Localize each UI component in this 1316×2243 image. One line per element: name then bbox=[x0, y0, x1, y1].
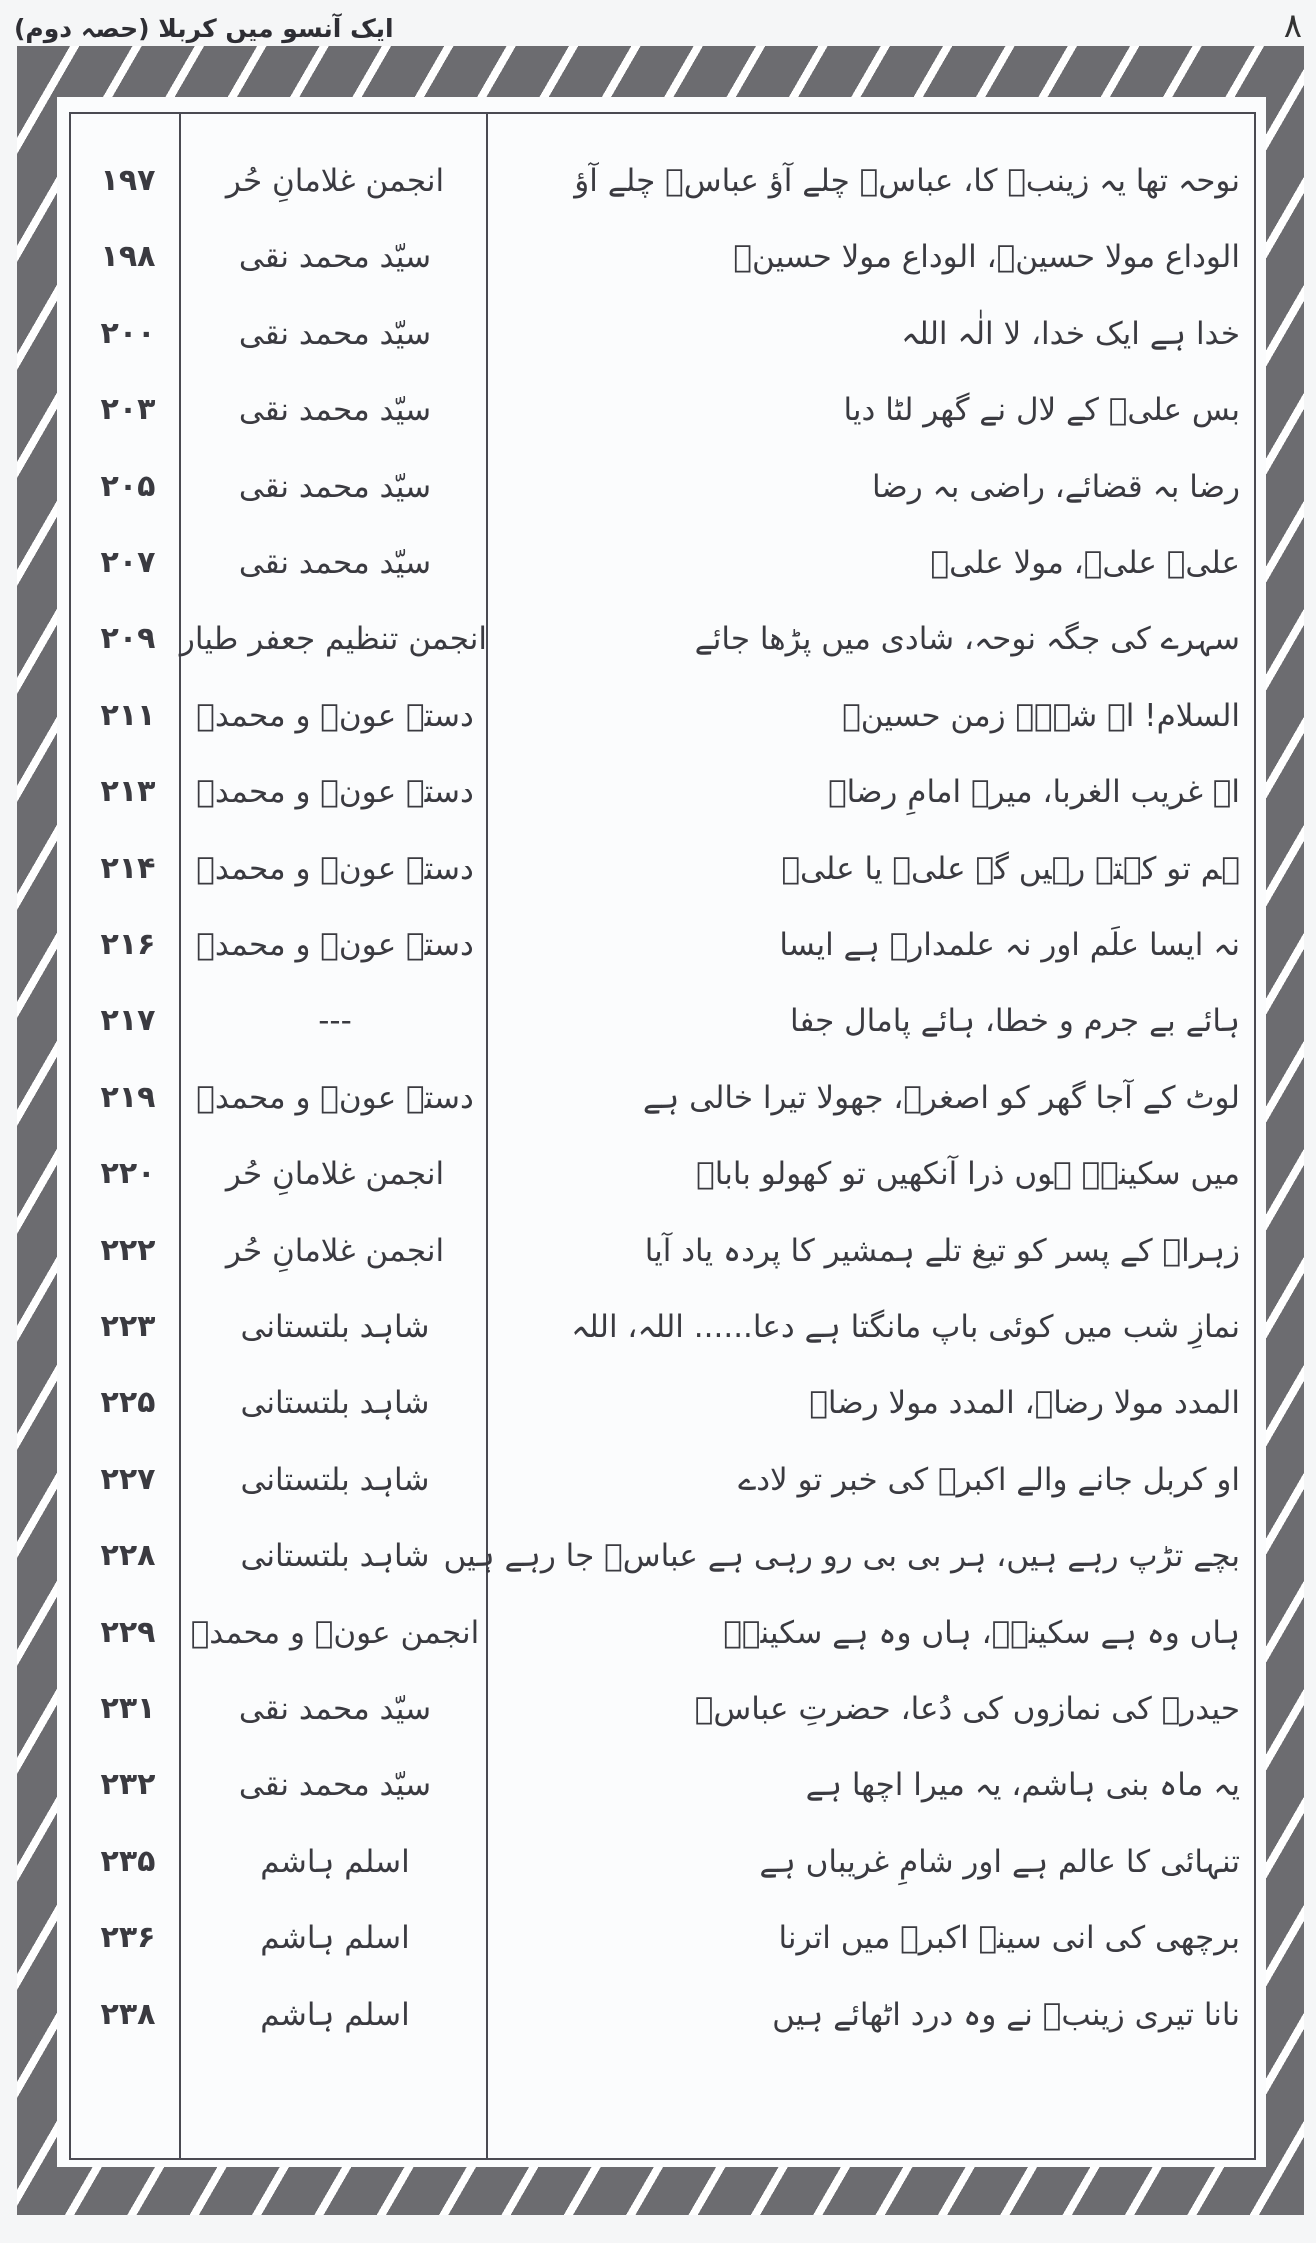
author-cell: شاہد بلتستانی bbox=[240, 1538, 430, 1575]
table-row bbox=[71, 372, 1254, 448]
page-number: ٨ bbox=[1283, 6, 1302, 46]
page-number-cell: ۲۲۰ bbox=[100, 1156, 156, 1192]
author-cell: سیّد محمد نقی bbox=[238, 392, 432, 429]
title-cell: نمازِ شب میں کوئی باپ مانگتا ہے دعا...... اللہ، اللہ bbox=[571, 1309, 1240, 1345]
table-row bbox=[71, 1213, 1254, 1289]
author-cell: سیّد محمد نقی bbox=[238, 545, 432, 581]
page-number-cell: ۲۲۵ bbox=[100, 1385, 156, 1421]
title-cell: علیؑ علیؑ، مولا علیؑ bbox=[930, 545, 1240, 581]
table-row bbox=[71, 983, 1254, 1059]
table-row bbox=[71, 1136, 1254, 1212]
author-cell: اسلم ہاشم bbox=[260, 1843, 410, 1880]
title-cell: السلام! اے شہہؑ زمن حسینؑ bbox=[842, 697, 1240, 734]
page-number-cell: ۲۱۱ bbox=[100, 697, 156, 733]
table-row bbox=[71, 449, 1254, 525]
table-row bbox=[71, 1595, 1254, 1671]
table-row bbox=[71, 1671, 1254, 1747]
title-cell: نہ ایسا علَم اور نہ علمدارؑ ہے ایسا bbox=[779, 927, 1240, 963]
page-number-cell: ۲۰۵ bbox=[100, 468, 156, 504]
author-cell: انجمن عونؑ و محمدؑ bbox=[190, 1614, 480, 1651]
author-cell: شاہد بلتستانی bbox=[240, 1309, 430, 1345]
page-number-cell: ۲۲۳ bbox=[100, 1309, 156, 1344]
author-cell: اسلم ہاشم bbox=[260, 1920, 410, 1957]
author-cell: شاہد بلتستانی bbox=[240, 1385, 430, 1422]
author-cell: سیّد محمد نقی bbox=[238, 468, 432, 505]
author-cell: دستۂ عونؑ و محمدؑ bbox=[196, 697, 474, 734]
book-title: ایک آنسو میں کربلا (حصہ دوم) bbox=[14, 14, 394, 43]
table-row bbox=[71, 678, 1254, 754]
author-cell: سیّد محمد نقی bbox=[238, 315, 432, 352]
table-row bbox=[71, 1442, 1254, 1518]
page-number-cell: ۲۰۰ bbox=[100, 315, 156, 351]
table-row bbox=[71, 1365, 1254, 1441]
author-cell: اسلم ہاشم bbox=[260, 1996, 410, 2033]
title-cell: لوٹ کے آجا گھر کو اصغرؑ، جھولا تیرا خالی ہے bbox=[642, 1079, 1240, 1116]
table-row bbox=[71, 1900, 1254, 1976]
title-cell: خدا ہے ایک خدا، لا الٰہ اللہ bbox=[901, 315, 1240, 352]
table-row bbox=[71, 754, 1254, 830]
author-cell: دستہ عونؑ و محمدؑ bbox=[196, 774, 474, 811]
author-cell: انجمن غلامانِ حُر bbox=[225, 1156, 445, 1193]
author-cell: سیّد محمد نقی bbox=[238, 1691, 432, 1727]
table-row bbox=[71, 1289, 1254, 1365]
title-cell: زہراؑ کے پسر کو تیغ تلے ہمشیر کا پردہ یاد آیا bbox=[644, 1232, 1240, 1269]
page-number-cell: ۲۳۶ bbox=[100, 1920, 156, 1956]
author-cell: دستہ عونؑ و محمدؑ bbox=[196, 850, 474, 887]
author-cell: انجمن تنظیم جعفر طیار bbox=[179, 621, 487, 658]
page-number-cell: ۲۲۸ bbox=[100, 1538, 156, 1574]
table-row bbox=[71, 1518, 1254, 1594]
table-row bbox=[71, 1977, 1254, 2053]
page-number-cell: ۲۰۷ bbox=[100, 545, 156, 580]
page-number-cell: ۲۲۲ bbox=[100, 1232, 156, 1268]
page-number-cell: ۲۱۴ bbox=[100, 850, 156, 886]
title-cell: بس علیؑ کے لال نے گھر لٹا دیا bbox=[843, 392, 1240, 429]
title-cell: تنہائی کا عالم ہے اور شامِ غریباں ہے bbox=[759, 1843, 1240, 1880]
title-cell: رضا بہ قضائے، راضی بہ رضا bbox=[871, 468, 1240, 505]
title-cell: سہرے کی جگہ نوحہ، شادی میں پڑھا جائے bbox=[694, 621, 1240, 658]
title-cell: نانا تیری زینبؑ نے وہ درد اٹھائے ہیں bbox=[772, 1996, 1240, 2033]
title-cell: ہائے بے جرم و خطا، ہائے پامال جفا bbox=[790, 1003, 1240, 1040]
page-number-cell: ۲۳۲ bbox=[100, 1767, 156, 1803]
table-row bbox=[71, 525, 1254, 601]
title-cell: بچے تڑپ رہے ہیں، ہر بی بی رو رہی ہے عباسؑ جا رہے ہیں bbox=[443, 1538, 1240, 1575]
table-of-contents bbox=[69, 112, 1256, 2160]
author-cell: شاہد بلتستانی bbox=[240, 1461, 430, 1498]
page-number-cell: ۲۳۱ bbox=[100, 1691, 156, 1726]
table-row bbox=[71, 1747, 1254, 1823]
table-row bbox=[71, 143, 1254, 219]
title-cell: یہ ماہ بنی ہاشم، یہ میرا اچھا ہے bbox=[805, 1767, 1240, 1804]
page-number-cell: ۱۹۷ bbox=[100, 163, 156, 198]
page-number-cell: ۲۳۸ bbox=[100, 1996, 156, 2032]
title-cell: اے غریب الغربا، میرے امامِ رضاؑ bbox=[828, 774, 1240, 811]
page-number-cell: ۲۱۷ bbox=[100, 1003, 156, 1039]
table-row bbox=[71, 1824, 1254, 1900]
title-cell: او کربل جانے والے اکبرؑ کی خبر تو لادے bbox=[738, 1461, 1240, 1498]
page-number-cell: ۱۹۸ bbox=[100, 239, 156, 275]
title-cell: ہم تو کہتے رہیں گے علیؑ یا علیؑ bbox=[781, 850, 1240, 887]
page-number-cell: ۲۰۳ bbox=[100, 392, 156, 428]
table-row bbox=[71, 219, 1254, 295]
author-cell: دستہ عونؑ و محمدؑ bbox=[196, 1079, 474, 1116]
title-cell: ہاں وہ ہے سکینہؑ، ہاں وہ ہے سکینہؑ bbox=[723, 1614, 1240, 1651]
author-cell: سیّد محمد نقی bbox=[238, 239, 432, 276]
table-row bbox=[71, 1060, 1254, 1136]
table-row bbox=[71, 296, 1254, 372]
author-cell: انجمن غلامانِ حُر bbox=[225, 163, 445, 199]
page-number-cell: ۲۲۹ bbox=[100, 1614, 156, 1650]
title-cell: میں سکینہؑ ہوں ذرا آنکھیں تو کھولو باباؑ bbox=[696, 1156, 1240, 1193]
page-number-cell: ۲۱۹ bbox=[100, 1079, 156, 1115]
author-cell: سیّد محمد نقی bbox=[238, 1767, 432, 1804]
title-cell: نوحہ تھا یہ زینبؑ کا، عباسؑ چلے آؤ عباسؑ چلے آؤ bbox=[574, 163, 1240, 199]
author-cell: دستہ عونؑ و محمدؑ bbox=[196, 927, 474, 963]
author-cell: انجمن غلامانِ حُر bbox=[225, 1232, 445, 1269]
page-number-cell: ۲۲۷ bbox=[100, 1461, 156, 1497]
title-cell: برچھی کی انی سینۂ اکبرؑ میں اترنا bbox=[778, 1920, 1240, 1957]
page-number-cell: ۲۱۶ bbox=[100, 927, 156, 962]
title-cell: الوداع مولا حسینؑ، الوداع مولا حسینؑ bbox=[733, 239, 1240, 276]
table-row bbox=[71, 601, 1254, 677]
page-number-cell: ۲۳۵ bbox=[100, 1843, 156, 1879]
title-cell: حیدرؑ کی نمازوں کی دُعا، حضرتِ عباسؑ bbox=[694, 1691, 1240, 1727]
page-number-cell: ۲۰۹ bbox=[100, 621, 156, 657]
author-cell: --- bbox=[318, 1003, 352, 1040]
page-number-cell: ۲۱۳ bbox=[100, 774, 156, 810]
title-cell: المدد مولا رضاؑ، المدد مولا رضاؑ bbox=[809, 1385, 1240, 1422]
table-row bbox=[71, 831, 1254, 907]
table-row bbox=[71, 907, 1254, 983]
